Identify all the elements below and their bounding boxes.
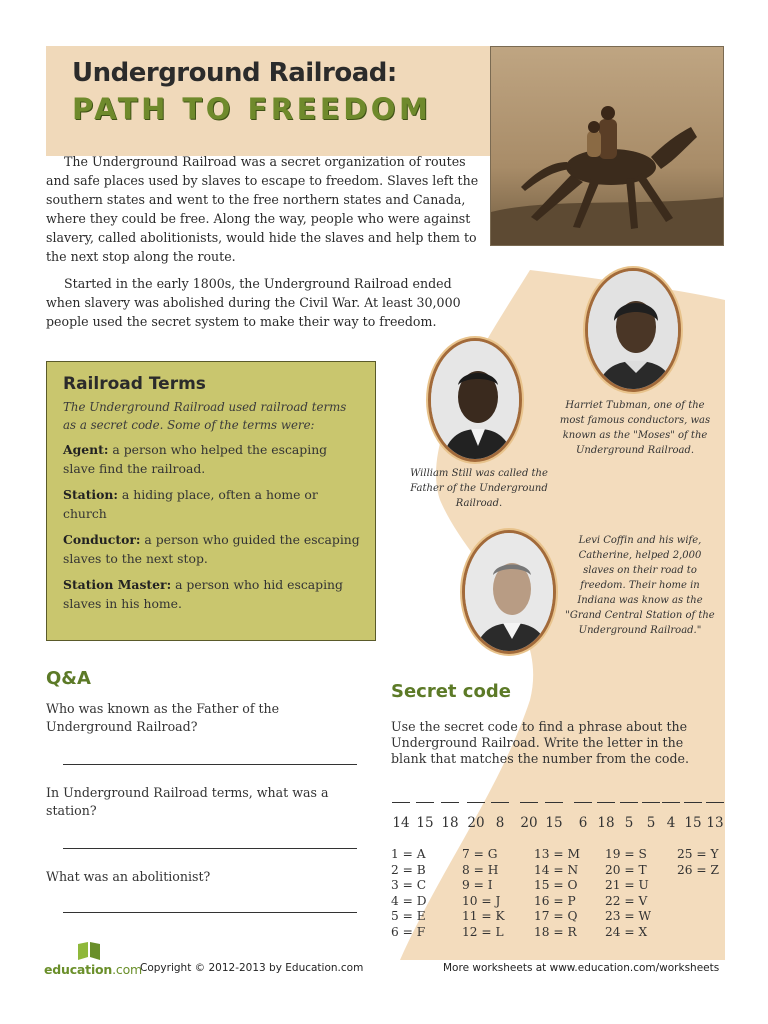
secret-code-heading: Secret code <box>391 681 511 702</box>
code-key-column: 25 = Y 26 = Z <box>677 847 719 877</box>
answer-blank[interactable] <box>574 802 592 803</box>
answer-line-1[interactable] <box>63 764 357 765</box>
answer-line-3[interactable] <box>63 912 357 913</box>
code-number: 15 <box>416 815 434 831</box>
answer-blank[interactable] <box>491 802 509 803</box>
qa-heading: Q&A <box>46 668 91 689</box>
page-subtitle: PATH TO FREEDOM <box>72 92 432 126</box>
question-2: In Underground Railroad terms, what was a station? <box>46 785 329 818</box>
page-title: Underground Railroad: <box>72 58 397 88</box>
code-number: 18 <box>597 815 615 831</box>
code-numbers <box>391 815 726 833</box>
code-key-column: 1 = A 2 = B 3 = C 4 = D 5 = E 6 = F <box>391 847 427 939</box>
railroad-terms-intro: The Underground Railroad used railroad terms as a secret code. Some of the terms were: <box>63 400 347 432</box>
william-still-caption: William Still was called the Father of the Underground Railroad. <box>410 468 548 509</box>
answer-blank[interactable] <box>441 802 459 803</box>
answer-blank[interactable] <box>545 802 563 803</box>
question-3: What was an abolitionist? <box>46 869 211 884</box>
answer-blank[interactable] <box>392 802 410 803</box>
answer-blank[interactable] <box>520 802 538 803</box>
code-number: 5 <box>624 815 634 831</box>
more-worksheets-link[interactable]: More worksheets at www.education.com/worksheets <box>443 962 720 974</box>
horse-rider-photo <box>490 46 724 246</box>
term-agent: Agent: a person who helped the escaping slave find the railroad. <box>63 442 328 476</box>
railroad-terms-box <box>46 361 376 641</box>
answer-line-2[interactable] <box>63 848 357 849</box>
harriet-tubman-caption: Harriet Tubman, one of the most famous conductors, was known as the "Moses" of the Underground Railroad. <box>559 400 711 456</box>
code-number: 15 <box>684 815 702 831</box>
answer-blank[interactable] <box>597 802 615 803</box>
harriet-tubman-portrait <box>585 268 681 392</box>
copyright-text: Copyright © 2012-2013 by Education.com <box>140 962 364 974</box>
code-number: 8 <box>495 815 505 831</box>
term-station: Station: a hiding place, often a home or church <box>63 487 318 521</box>
code-key-column: 13 = M 14 = N 15 = O 16 = P 17 = Q 18 = R <box>534 847 580 939</box>
answer-blank[interactable] <box>642 802 660 803</box>
education-logo[interactable]: education.com <box>44 940 136 982</box>
answer-blank[interactable] <box>416 802 434 803</box>
code-number: 20 <box>520 815 538 831</box>
code-key-column: 19 = S 20 = T 21 = U 22 = V 23 = W 24 = X <box>605 847 651 939</box>
code-number: 18 <box>441 815 459 831</box>
railroad-terms-heading: Railroad Terms <box>63 374 206 394</box>
william-still-portrait <box>428 338 522 462</box>
code-key-column: 7 = G 8 = H 9 = I 10 = J 11 = K 12 = L <box>462 847 505 939</box>
answer-blanks <box>391 794 726 808</box>
answer-blank[interactable] <box>684 802 702 803</box>
levi-coffin-portrait <box>462 530 556 654</box>
code-number: 5 <box>646 815 656 831</box>
answer-blank[interactable] <box>467 802 485 803</box>
code-number: 13 <box>706 815 724 831</box>
code-number: 4 <box>666 815 676 831</box>
answer-blank[interactable] <box>662 802 680 803</box>
code-number: 20 <box>467 815 485 831</box>
term-conductor: Conductor: a person who guided the escaping slaves to the next stop. <box>63 532 360 566</box>
question-1: Who was known as the Father of the Underground Railroad? <box>46 701 280 734</box>
secret-code-instructions: Use the secret code to find a phrase about the Underground Railroad. Write the letter in the blank that matches the number from the code. <box>391 719 690 766</box>
intro-paragraph-2: Started in the early 1800s, the Underground Railroad ended when slavery was abolished during the Civil War. At least 30,000 people used the secret system to make their way to freedom. <box>46 276 461 329</box>
answer-blank[interactable] <box>620 802 638 803</box>
code-number: 6 <box>578 815 588 831</box>
answer-blank[interactable] <box>706 802 724 803</box>
levi-coffin-caption: Levi Coffin and his wife, Catherine, helped 2,000 slaves on their road to freedom. Their home in Indiana was know as the "Grand Central Station of the Underground Railroad." <box>565 535 715 636</box>
book-icon <box>70 940 110 964</box>
term-station-master: Station Master: a person who hid escaping slaves in his home. <box>63 577 343 611</box>
code-number: 14 <box>392 815 410 831</box>
code-number: 15 <box>545 815 563 831</box>
intro-paragraph-1: The Underground Railroad was a secret organization of routes and safe places used by slaves to escape to freedom. Slaves left the southern states and went to the free northern states and Canada, where they could be free. Along the way, people who were against slavery, called abolitionists, would hide the slaves and help them to the next stop along the route. <box>46 154 479 264</box>
